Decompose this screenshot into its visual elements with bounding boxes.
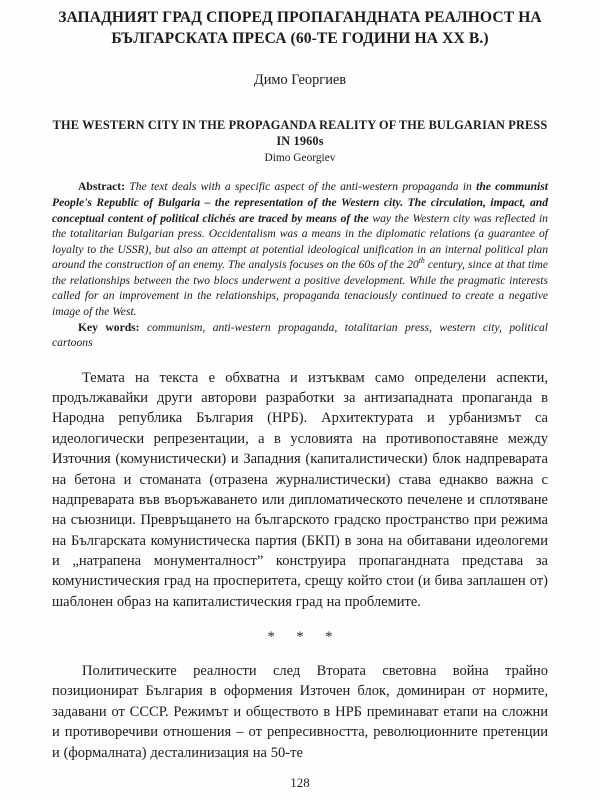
ordinal-superscript: th <box>418 256 425 266</box>
abstract-text-part-2: way the Western city was reflected in the totalitarian Bulgarian press. Occidentalism was a means in the diplomatic relations (a guarantee of loyalty to the USSR), but also an attempt at potential ideological unification in an internal political plan around the construction of an enemy. The analysis focuses on the 60s of the 20 <box>52 211 548 272</box>
keywords-paragraph <box>52 320 548 351</box>
author-english: Dimo Georgiev <box>264 151 336 164</box>
abstract-text-part-1: The text deals with a specific aspect of the anti-western propaganda in <box>125 180 477 194</box>
author-bulgarian: Димо Георгиев <box>253 72 347 89</box>
page-number: 128 <box>290 775 310 790</box>
abstract-text-emphasis: the communist People's Republic of Bulgaria – the representation of the Western city. The circulation, impact, and conceptual content of political clichés are traced by means of the <box>52 180 548 225</box>
abstract-text-part-3: century, since at that time the relationships between the two blocs underwent a positive development. While the pragmatic interests called for an improvement in the relationships, propaganda tenaciously continued to create a negative image of the West. <box>52 258 548 319</box>
abstract-label: Abstract: <box>78 180 126 194</box>
page-title-bulgarian: ЗАПАДНИЯТ ГРАД СПОРЕД ПРОПАГАНДНАТА РЕАЛНОСТ НА БЪЛГАРСКАТА ПРЕСА (60-ТЕ ГОДИНИ НА ХХ В.) <box>58 9 542 47</box>
section-separator: * * * <box>267 629 342 646</box>
body-paragraph-2: Политическите реалности след Втората световна война трайно позиционират България в оформения Източен блок, доминиран от нормите, задавани от СССР. Режимът и обществото в НРБ преминават етапи на сложни и противоречиви отношения – от репресивността, революционните претенции и (формалната) десталинизация на 50-те <box>52 663 548 761</box>
keywords-text: communism, anti-western propaganda, totalitarian press, western city, political cartoons <box>52 320 548 350</box>
keywords-label: Key words: <box>78 320 140 334</box>
abstract-paragraph <box>52 179 548 319</box>
body-paragraph-1: Темата на текста е обхватна и изтъквам само определени аспекти, продължавайки други авторови разработки за антизападната пропаганда в Народна република България (НРБ). Архитектурата и урбанизмът са идеологически репрезентации, а в условията на противопоставяне между Източния (комунистически) и Западния (капиталистически) блок надпреварата на бетона и стоманата (отразена журналистически) става еднакво важна с надпреварата във въоръжаването или дипломатическото печелене и сплотяване на съюзници. Превръщането на българското градско пространство при режима на Българската комунистическа партия (БКП) в зона на обитавани идеологеми и „натрапена монументалност” конструира пропагандната представа за комунистическия град на просперитета, срещу който стои (и бива заплашен от) шаблонен образ на капиталистическия град на проблемите. <box>52 369 548 610</box>
page-title-english: THE WESTERN CITY IN THE PROPAGANDA REALITY OF THE BULGARIAN PRESS IN 1960s <box>52 117 548 149</box>
